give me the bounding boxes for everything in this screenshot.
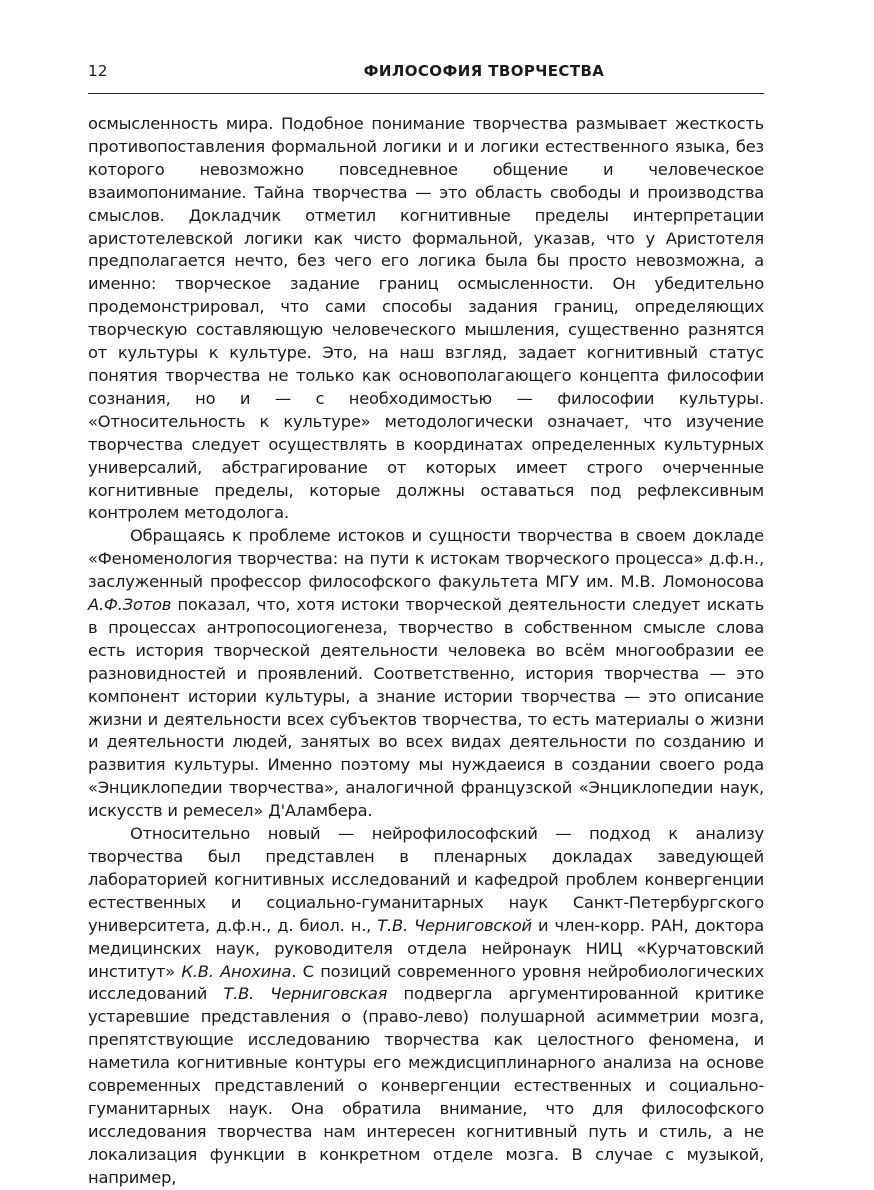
body-text xyxy=(88,113,764,1190)
text-segment: подвергла аргументированной критике устаревшие представления о (право-лево) полушарной асимметрии мозга, препятствующие исследованию творчества как целостного феномена, и наметила когнитивные контуры его междисциплинарного анализа на основе современных представлений о конвергенции естественных и социально-гуманитарных наук. Она обратила внимание, что для философского исследования творчества нам интересен когнитивный путь и стиль, а не локализация функции в конкретном отделе мозга. В случае с музыкой, например, xyxy=(88,984,764,1187)
author-name-anokhin: К.В. Анохина xyxy=(181,961,292,981)
author-name-chernigovskaya-2: Т.В. Черниговская xyxy=(223,984,388,1004)
text-segment: осмысленность мира. Подобное понимание творчества размывает жесткость противопоставления формальной логики и и логики естественного языка, без которого невозможно повседневное общение и человеческое взаимопонимание. Тайна творчества — это область свободы и производства смыслов. Докладчик отметил когнитивные пределы интерпретации аристотелевской логики как чисто формальной, указав, что у Аристотеля предполагается нечто, без чего его логика была бы просто невозможна, а именно: творческое задание границ осмысленности. Он убедительно продемонстрировал, что сами способы задания границ, определяющих творческую составляющую человеческого мышления, существенно разнятся от культуры к культуре. Это, на наш взгляд, задает когнитивный статус понятия творчества не только как основополагающего концепта философии сознания, но и — с необходимостью — философии культуры. «Относительность к культуре» методологически означает, что изучение творчества следует осуществлять в координатах определенных культурных универсалий, абстрагирование от которых имеет строго очерченные когнитивные пределы, которые должны оставаться под рефлексивным контролем методолога. xyxy=(88,114,764,523)
text-segment: и член-корр. РАН, доктора медицинских наук, руководителя отдела нейронаук НИЦ «Курчатовский институт» xyxy=(88,915,765,981)
running-title: ФИЛОСОФИЯ ТВОРЧЕСТВА xyxy=(363,62,605,80)
text-segment: . С позиций современного уровня нейробиологических исследований xyxy=(88,961,765,1004)
paragraph-2 xyxy=(88,525,764,823)
page-number: 12 xyxy=(88,62,108,80)
paragraph-3 xyxy=(88,823,764,1190)
author-name-chernigovskaya: Т.В. Черниговской xyxy=(377,915,532,935)
running-header xyxy=(88,60,764,86)
text-segment: показал, что, хотя истоки творческой деятельности следует искать в процессах антропосоциогенеза, творчество в собственном смысле слова есть история творческой деятельности человека во всём многообразии ее разновидностей и проявлений. Соответственно, история творчества — это компонент истории культуры, а знание истории творчества — это описание жизни и деятельности всех субъектов творчества, то есть материалы о жизни и деятельности людей, занятых во всех видах деятельности по созданию и развития культуры. Именно поэтому мы нуждаеися в создании своего рода «Энциклопедии творчества», аналогичной французской «Энциклопедии наук, искусств и ремесел» Д'Аламбера. xyxy=(88,595,764,821)
text-segment: Обращаясь к проблеме истоков и сущности творчества в своем докладе «Феноменология творчества: на пути к истокам творческого процесса» д.ф.н., заслуженный профессор философского факультета МГУ им. М.В. Ломоносова xyxy=(88,526,764,592)
author-name-zotov: А.Ф.Зотов xyxy=(88,595,172,615)
header-rule xyxy=(88,93,764,94)
paragraph-1 xyxy=(88,113,764,525)
text-segment: Относительно новый — нейрофилософский — подход к анализу творчества был представлен в пленарных докладах заведующей лабораторией когнитивных исследований и кафедрой проблем конвергенции естественных и социально-гуманитарных наук Санкт-Петербургского университета, д.ф.н., д. биол. н., xyxy=(88,824,764,935)
